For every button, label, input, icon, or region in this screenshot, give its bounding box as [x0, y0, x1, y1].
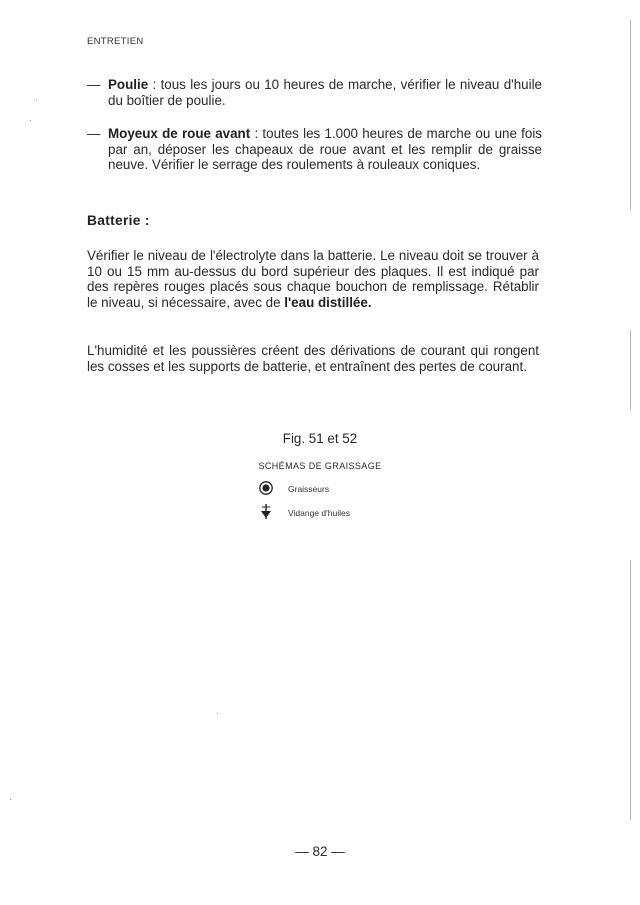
legend-row-vidange [258, 503, 350, 523]
scan-speck [10, 799, 11, 800]
item-term: Poulie [108, 77, 149, 92]
maintenance-item-poulie [87, 77, 542, 108]
item-description: : toutes les 1.000 heures de marche ou une fois par an, déposer les chapeaux de roue avant et les remplir de graisse neuve. Vérifier le serrage des roulements à rouleaux coniques. [108, 126, 542, 172]
battery-paragraph-2: L'humidité et les poussières créent des dérivations de courant qui rongent les cosses et les supports de batterie, et entraînent des pertes de courant. [87, 343, 539, 374]
item-term: Moyeux de roue avant [108, 126, 251, 141]
legend-label: Graisseurs [288, 484, 330, 494]
legend-row-graisseurs [258, 480, 329, 498]
scan-speck [36, 100, 37, 101]
figure-subtitle: SCHÉMAS DE GRAISSAGE [258, 461, 382, 471]
scan-edge-line [630, 560, 631, 820]
battery-paragraph-1-bold: l'eau distillée. [284, 294, 372, 310]
item-text [108, 77, 542, 108]
grease-nipple-icon [258, 480, 276, 498]
maintenance-item-moyeux [87, 126, 542, 173]
item-text [108, 126, 542, 173]
oil-drain-arrow-icon [258, 503, 276, 523]
battery-paragraph-1 [87, 248, 539, 310]
scan-edge-line [630, 330, 631, 410]
battery-paragraph-1-text: Vérifier le niveau de l'électrolyte dans la batterie. Le niveau doit se trouver à 10 ou 15 mm au-dessus du bord supérieur des plaques. Il est indiqué par des repères rouges placés sous chaque bouchon de remplissage. Rétablir le niveau, si nécessaire, avec de [87, 248, 539, 310]
section-title-batterie: Batterie : [87, 213, 150, 228]
scan-edge-line [630, 20, 631, 210]
figure-caption: Fig. 51 et 52 [282, 431, 358, 446]
scan-speck [30, 120, 31, 121]
legend-label: Vidange d'huiles [288, 508, 350, 518]
item-description: : tous les jours ou 10 heures de marche, vérifier le niveau d'huile du boîtier de poulie. [108, 77, 542, 108]
item-dash: — [87, 77, 101, 92]
scan-speck [217, 713, 218, 714]
item-dash: — [87, 126, 101, 141]
page-number: — 82 — [295, 844, 345, 859]
running-header: ENTRETIEN [87, 36, 144, 47]
